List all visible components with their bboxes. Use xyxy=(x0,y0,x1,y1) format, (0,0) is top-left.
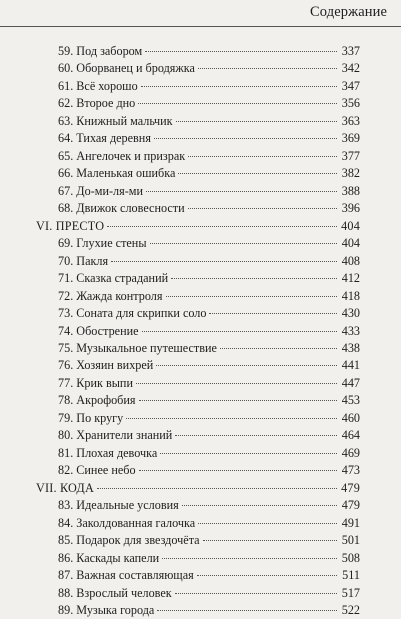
toc-chapter-title: 72. Жажда контроля xyxy=(58,288,163,303)
toc-chapter-row xyxy=(36,567,360,584)
toc-chapter-title: 70. Пакля xyxy=(58,253,109,268)
header-divider xyxy=(0,26,401,27)
toc-chapter-title: 78. Акрофобия xyxy=(58,393,136,408)
toc-chapter-row xyxy=(36,305,360,322)
toc-page-number: 517 xyxy=(341,585,360,600)
dot-leader xyxy=(166,296,338,297)
dot-leader xyxy=(198,68,337,69)
dot-leader xyxy=(178,173,337,174)
toc-page-number: 453 xyxy=(341,393,360,408)
dot-leader xyxy=(156,365,337,366)
toc-page-number: 447 xyxy=(341,375,360,390)
toc-chapter-row xyxy=(36,323,360,340)
toc-chapter-row xyxy=(36,253,360,270)
dot-leader xyxy=(182,505,337,506)
toc-page-number: 418 xyxy=(341,288,360,303)
toc-chapter-row xyxy=(36,497,360,514)
dot-leader xyxy=(145,51,337,52)
dot-leader xyxy=(188,208,337,209)
toc-page-number: 491 xyxy=(341,515,360,530)
dot-leader xyxy=(150,243,337,244)
toc-page-number: 469 xyxy=(341,445,360,460)
dot-leader xyxy=(203,540,337,541)
dot-leader xyxy=(175,593,337,594)
toc-chapter-title: 83. Идеальные условия xyxy=(58,498,179,513)
toc-chapter-title: 62. Второе дно xyxy=(58,96,136,111)
dot-leader xyxy=(198,523,337,524)
toc-chapter-title: 63. Книжный мальчик xyxy=(58,113,173,128)
toc-chapter-row xyxy=(36,165,360,182)
toc-chapter-row xyxy=(36,375,360,392)
toc-chapter-row xyxy=(36,78,360,95)
dot-leader xyxy=(142,331,337,332)
dot-leader xyxy=(175,435,337,436)
dot-leader xyxy=(171,278,337,279)
toc-page-number: 342 xyxy=(341,61,360,76)
toc-chapter-title: 68. Движок словесности xyxy=(58,201,185,216)
toc-chapter-title: 86. Каскады капели xyxy=(58,550,160,565)
toc-page-number: 479 xyxy=(341,498,360,513)
toc-chapter-title: 76. Хозяин вихрей xyxy=(58,358,154,373)
toc-chapter-row xyxy=(36,602,360,619)
toc-page-number: 441 xyxy=(341,358,360,373)
toc-page-number: 388 xyxy=(341,183,360,198)
toc-page-number: 473 xyxy=(341,463,360,478)
toc-part-title: VI. ПРЕСТО xyxy=(36,218,105,233)
toc-page-number: 396 xyxy=(341,201,360,216)
dot-leader xyxy=(197,575,337,576)
toc-chapter-title: 61. Всё хорошо xyxy=(58,78,138,93)
toc-part-title: VII. КОДА xyxy=(36,480,94,495)
dot-leader xyxy=(139,470,337,471)
toc-page-number: 404 xyxy=(341,218,360,233)
dot-leader xyxy=(162,558,337,559)
toc-page-number: 382 xyxy=(341,166,360,181)
dot-leader xyxy=(141,86,337,87)
toc-chapter-row xyxy=(36,410,360,427)
toc-page-number: 363 xyxy=(341,113,360,128)
toc-chapter-title: 85. Подарок для звездочёта xyxy=(58,533,200,548)
dot-leader xyxy=(160,453,337,454)
toc-page-number: 356 xyxy=(341,96,360,111)
toc-part-row xyxy=(36,218,360,235)
toc-chapter-row xyxy=(36,60,360,77)
toc-chapter-title: 66. Маленькая ошибка xyxy=(58,166,176,181)
dot-leader xyxy=(146,191,337,192)
toc-chapter-title: 71. Сказка страданий xyxy=(58,271,169,286)
toc-page-number: 404 xyxy=(341,236,360,251)
toc-chapter-title: 77. Крик выпи xyxy=(58,375,133,390)
toc-chapter-row xyxy=(36,515,360,532)
toc-page-number: 479 xyxy=(341,480,360,495)
toc-chapter-row xyxy=(36,235,360,252)
toc-chapter-title: 80. Хранители знаний xyxy=(58,428,173,443)
toc-page-number: 377 xyxy=(341,148,360,163)
toc-chapter-title: 60. Оборванец и бродяжка xyxy=(58,61,195,76)
toc-page-number: 430 xyxy=(341,306,360,321)
toc-chapter-title: 73. Соната для скрипки соло xyxy=(58,306,207,321)
toc-chapter-title: 74. Обострение xyxy=(58,323,139,338)
toc-chapter-row xyxy=(36,43,360,60)
toc-chapter-title: 88. Взрослый человек xyxy=(58,585,172,600)
toc-page-number: 337 xyxy=(341,44,360,58)
toc-chapter-row xyxy=(36,462,360,479)
dot-leader xyxy=(139,400,337,401)
dot-leader xyxy=(188,156,337,157)
dot-leader xyxy=(154,138,337,139)
toc-page-number: 408 xyxy=(341,253,360,268)
dot-leader xyxy=(97,488,337,489)
toc-page-number: 412 xyxy=(341,271,360,286)
toc-chapter-title: 75. Музыкальное путешествие xyxy=(58,340,217,355)
dot-leader xyxy=(157,610,337,611)
toc-chapter-title: 79. По кругу xyxy=(58,410,124,425)
toc-chapter-title: 67. До-ми-ля-ми xyxy=(58,183,144,198)
toc-chapter-title: 87. Важная составляющая xyxy=(58,568,194,583)
dot-leader xyxy=(136,383,337,384)
toc-page-number: 522 xyxy=(341,603,360,617)
dot-leader xyxy=(107,226,337,227)
toc-chapter-row xyxy=(36,340,360,357)
dot-leader xyxy=(209,313,337,314)
toc-chapter-row xyxy=(36,357,360,374)
toc-page-number: 511 xyxy=(342,568,360,583)
toc-chapter-title: 69. Глухие стены xyxy=(58,236,147,251)
toc-chapter-row xyxy=(36,270,360,287)
dot-leader xyxy=(220,348,337,349)
toc-chapter-title: 82. Синее небо xyxy=(58,463,136,478)
toc-chapter-title: 84. Заколдованная галочка xyxy=(58,515,196,530)
toc-part-row xyxy=(36,480,360,497)
toc-chapter-title: 64. Тихая деревня xyxy=(58,131,151,146)
toc-page-number: 438 xyxy=(341,340,360,355)
toc-chapter-row xyxy=(36,550,360,567)
dot-leader xyxy=(138,103,337,104)
toc-chapter-row xyxy=(36,148,360,165)
toc-page-number: 433 xyxy=(341,323,360,338)
toc-chapter-row xyxy=(36,183,360,200)
toc-chapter-title: 65. Ангелочек и призрак xyxy=(58,148,186,163)
toc-chapter-row xyxy=(36,130,360,147)
toc-chapter-row xyxy=(36,288,360,305)
toc-chapter-row xyxy=(36,532,360,549)
toc-page-number: 501 xyxy=(341,533,360,548)
toc-chapter-title: 59. Под забором xyxy=(58,44,143,58)
dot-leader xyxy=(126,418,337,419)
toc-chapter-row xyxy=(36,392,360,409)
toc-chapter-row xyxy=(36,95,360,112)
toc-chapter-row xyxy=(36,113,360,130)
toc-chapter-row xyxy=(36,427,360,444)
toc-page-number: 464 xyxy=(341,428,360,443)
toc-page-number: 347 xyxy=(341,78,360,93)
table-of-contents xyxy=(36,43,360,619)
toc-chapter-row xyxy=(36,200,360,217)
toc-page-number: 460 xyxy=(341,410,360,425)
dot-leader xyxy=(176,121,337,122)
toc-chapter-row xyxy=(36,445,360,462)
toc-chapter-title: 89. Музыка города xyxy=(58,603,155,617)
toc-chapter-title: 81. Плохая девочка xyxy=(58,445,158,460)
toc-page-number: 508 xyxy=(341,550,360,565)
running-header-title: Содержание xyxy=(310,4,387,20)
toc-chapter-row xyxy=(36,585,360,602)
toc-page-number: 369 xyxy=(341,131,360,146)
dot-leader xyxy=(111,261,337,262)
